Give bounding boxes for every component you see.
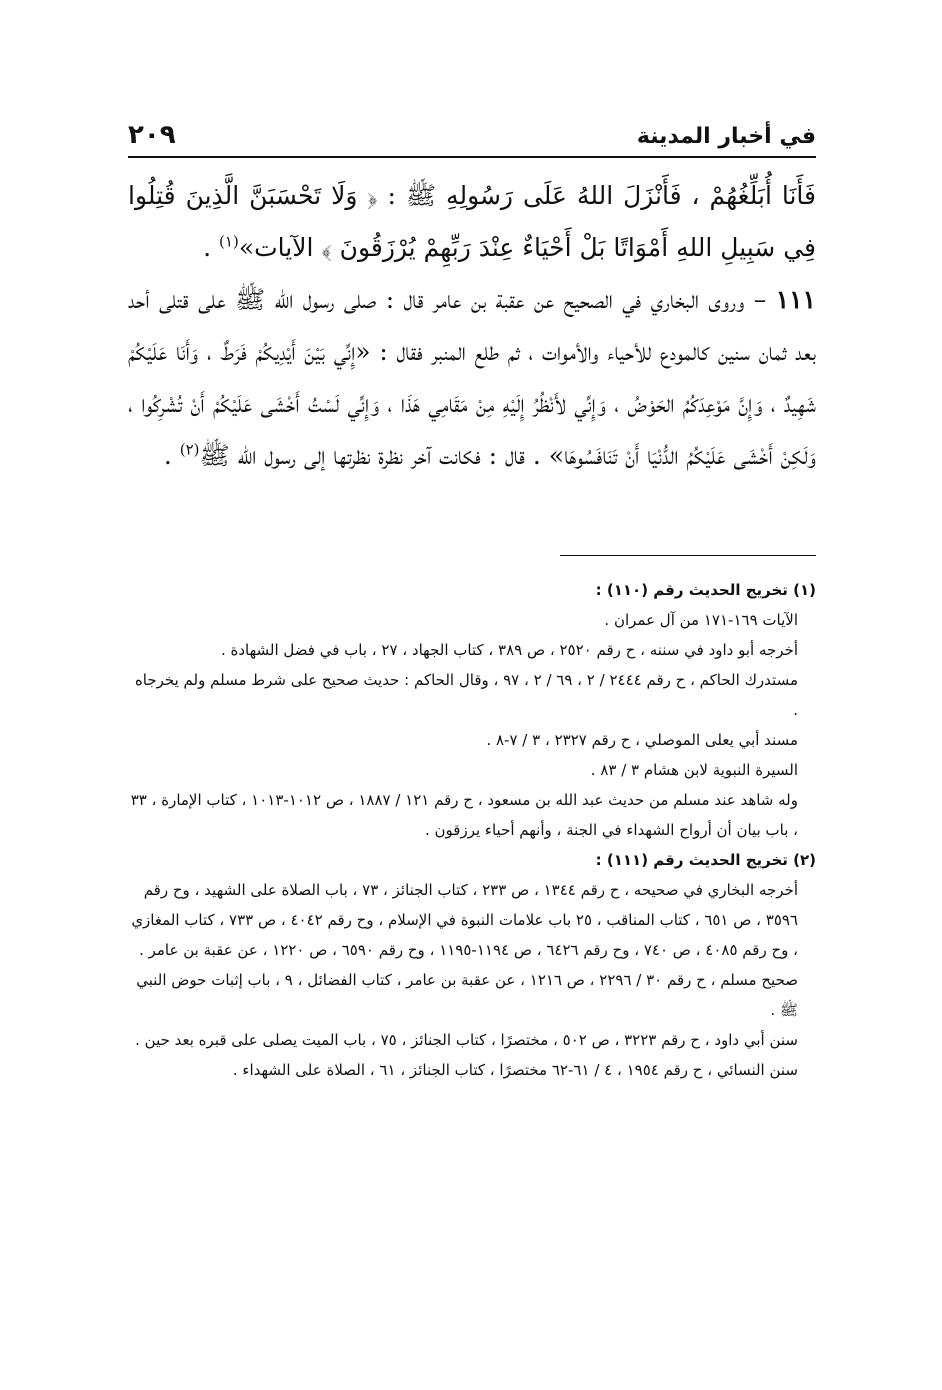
text-line: فَأَنَا أُبَلِّغُهُمْ ، فَأَنْزَلَ اللهُ عَلَى رَسُولِهِ ﷺ : ﴿ وَلَا تَحْسَبَنَّ الَّذِينَ قُتِلُوا فِي سَبِيلِ اللهِ: [128, 181, 816, 262]
text-line: .: [163, 441, 180, 470]
footnote-ref-2: (٢): [179, 440, 200, 459]
footnotes: [128, 575, 816, 1085]
footnote-1-line: السيرة النبوية لابن هشام ٣ / ٨٣ .: [590, 761, 798, 779]
page-header: [128, 118, 816, 158]
running-title: في أخبار المدينة: [636, 124, 816, 149]
text-line: أَمْوَاتًا بَلْ أَحْيَاءٌ عِنْدَ رَبِّهِمْ يُرْزَقُونَ ﴾ الآيات»: [238, 233, 669, 262]
hadith-number: ١١١: [775, 285, 816, 314]
footnote-2-line: سنن أبي داود ، ح رقم ٣٢٢٣ ، ص ٥٠٢ ، مختصرًا ، كتاب الجنائز ، ٧٥ ، باب الميت يصلى على قبره بعد حين .: [135, 1031, 798, 1049]
header-divider: [128, 156, 816, 158]
page-number: ٢٠٩: [128, 120, 176, 150]
footnote-1-line: الآيات ١٦٩-١٧١ من آل عمران .: [604, 611, 798, 629]
footnote-2-line: صحيح مسلم ، ح رقم ٣٠ / ٢٢٩٦ ، ص ١٢١٦ ، عن عقبة بن عامر ، كتاب الفضائل ، ٩ ، باب إثبات حوض النبي ﷺ .: [136, 971, 798, 1019]
footnote-1-line: وله شاهد عند مسلم من حديث عبد الله بن مسعود ، ح رقم ١٢١ / ١٨٨٧ ، ص ١٠١٢-١٠١٣ ، كتاب الإمارة ، ٣٣ ، باب بيان أن أرواح الشهداء في الجنة ، وأنهم أحياء يرزقون .: [130, 791, 798, 839]
footnote-1-heading: (١) تخريج الحديث رقم (١١٠) :: [595, 581, 816, 599]
main-text: [128, 170, 816, 482]
footnote-1-line: مسند أبي يعلى الموصلي ، ح رقم ٢٣٢٧ ، ٣ / ٧-٨ .: [486, 731, 798, 749]
footnote-2-heading: (٢) تخريج الحديث رقم (١١١) :: [595, 851, 816, 869]
footnote-2-line: سنن النسائي ، ح رقم ١٩٥٤ ، ٤ / ٦١-٦٢ مختصرًا ، كتاب الجنائز ، ٦١ ، الصلاة على الشهداء .: [232, 1061, 798, 1079]
text-line: .: [203, 233, 220, 262]
footnote-ref-1: (١): [219, 232, 239, 251]
footnote-2-line: أخرجه البخاري في صحيحه ، ح رقم ١٣٤٤ ، ص ٢٣٣ ، كتاب الجنائز ، ٧٣ ، باب الصلاة على الشهيد ، وح رقم ٣٥٩٦ ، ص ٦٥١ ، كتاب المناقب ، ٢٥ باب علامات النبوة في الإسلام ، وح رقم ٤٠٤٢ ، ص ٧٣٣ ، كتاب المغازي ، وح رقم ٤٠٨٥ ، ص ٧٤٠ ، وح رقم ٦٤٢٦ ، ص ١١٩٤-١١٩٥ ، وح رقم ٦٥٩٠ ، ص ١٢٢٠ ، عن عقبة بن عامر .: [131, 881, 798, 959]
paragraph-110-continuation: [128, 170, 816, 274]
footnote-divider: [560, 555, 816, 556]
footnote-1-line: أخرجه أبو داود في سننه ، ح رقم ٢٥٢٠ ، ص ٣٨٩ ، كتاب الجهاد ، ٢٧ ، باب في فضل الشهادة .: [220, 641, 798, 659]
footnote-1-line: مستدرك الحاكم ، ح رقم ٢٤٤٤ / ٢ ، ٦٩ / ٢ ، ٩٧ ، وقال الحاكم : حديث صحيح على شرط مسلم ولم يخرجاه .: [134, 671, 798, 719]
paragraph-111: [128, 274, 816, 482]
hadith-text: – وروى البخاري في الصحيح عن عقبة بن عامر قال : صلى رسول الله ﷺ على قتلى أحد بعد ثمان سنين كالمودع للأحياء والأموات ، ثم طلع المنبر فقال : «إِنِّي بَيْنَ أَيْدِيكُمْ فَرَطٌ ، وَأَنَا عَلَيْكُمْ شَهِيدٌ ، وَإِنَّ مَوْعِدَكُمُ الحَوْضُ ، وَإِنِّي لأَنْظُرُ إِلَيْهِ مِنْ مَقَامِي هَذَا ، وَإِنِّي لَسْتُ أَخْشَى عَلَيْكُمْ أَنْ تُشْرِكُوا ، وَلَكِنْ أَخْشَى عَلَيْكُمُ الدُّنْيَا أَنْ تَنَافَسُوهَا» . قال : فكانت آخر نظرة نظرتها إلى رسول الله ﷺ: [128, 285, 816, 470]
